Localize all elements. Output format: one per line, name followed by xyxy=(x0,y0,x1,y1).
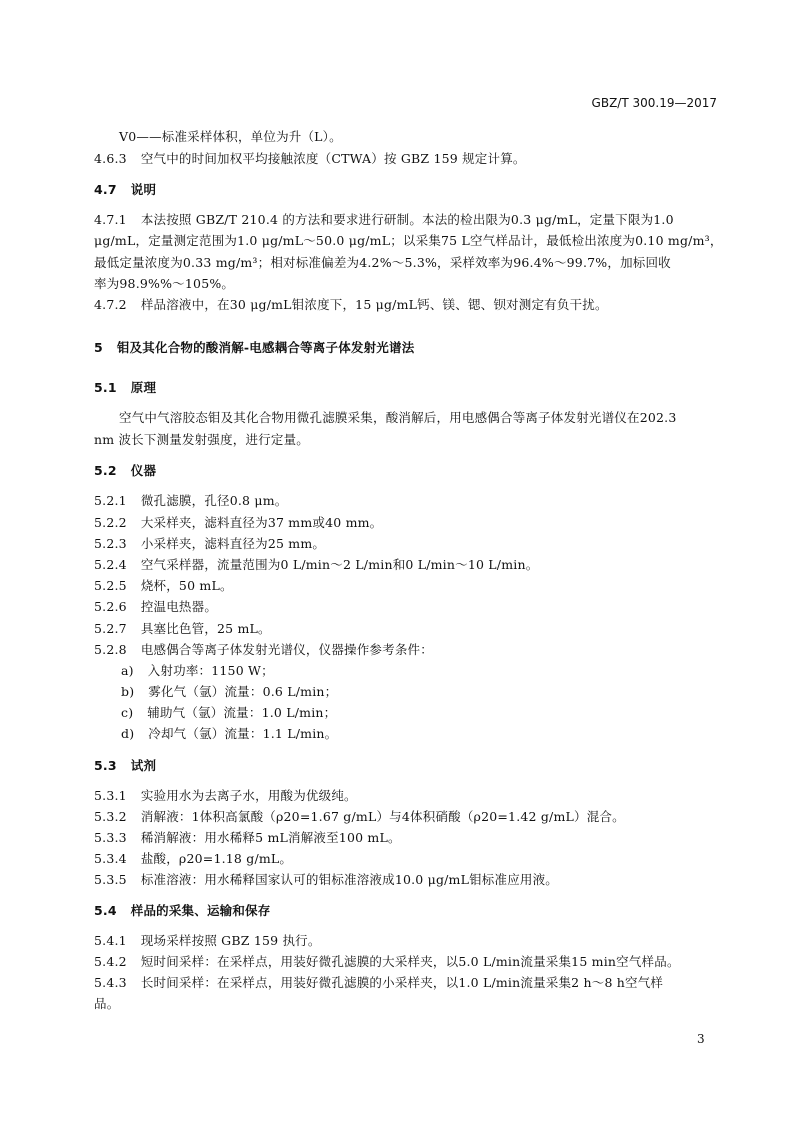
para-line: 品。 xyxy=(94,996,120,1011)
clause-4-7-2: 4.7.2 样品溶液中，在30 μg/mL钼浓度下，15 μg/mL钙、镁、锶、钡对测定有负干扰。 xyxy=(94,297,608,312)
clause-5-3-3: 5.3.3 稀消解液：用水稀释5 mL消解液至100 mL。 xyxy=(94,830,401,845)
clause-5-2-6: 5.2.6 控温电热器。 xyxy=(94,599,218,614)
para-line: 空气中气溶胶态钼及其化合物用微孔滤膜采集，酸消解后，用电感偶合等离子体发射光谱仪在202.3 xyxy=(119,410,677,425)
clause-5-4-2: 5.4.2 短时间采样：在采样点，用装好微孔滤膜的大采样夹，以5.0 L/min流量采集15 min空气样品。 xyxy=(94,954,680,969)
page-number: 3 xyxy=(697,1032,705,1046)
clause-5-4-1: 5.4.1 现场采样按照 GBZ 159 执行。 xyxy=(94,933,321,948)
heading-5: 5 钼及其化合物的酸消解-电感耦合等离子体发射光谱法 xyxy=(94,340,415,355)
para-line: nm 波长下测量发射强度，进行定量。 xyxy=(94,432,309,447)
list-item: b) 雾化气（氩）流量：0.6 L/min； xyxy=(121,684,338,699)
heading-5-4: 5.4 样品的采集、运输和保存 xyxy=(94,903,271,918)
clause-5-2-5: 5.2.5 烧杯，50 mL。 xyxy=(94,578,233,593)
clause-5-3-1: 5.3.1 实验用水为去离子水，用酸为优级纯。 xyxy=(94,788,357,803)
clause-5-2-7: 5.2.7 具塞比色管，25 mL。 xyxy=(94,621,271,636)
clause-5-2-3: 5.2.3 小采样夹，滤料直径为25 mm。 xyxy=(94,536,326,551)
list-item: c) 辅助气（氩）流量：1.0 L/min； xyxy=(121,705,337,720)
clause-5-3-4: 5.3.4 盐酸，ρ20=1.18 g/mL。 xyxy=(94,851,293,866)
standard-number: GBZ/T 300.19—2017 xyxy=(591,96,717,110)
heading-5-3: 5.3 试剂 xyxy=(94,758,157,773)
clause-4-7-1: 4.7.1 本法按照 GBZ/T 210.4 的方法和要求进行研制。本法的检出限为0.3 μg/mL，定量下限为1.0 xyxy=(94,212,674,227)
clause-5-4-3: 5.4.3 长时间采样：在采样点，用装好微孔滤膜的小采样夹，以1.0 L/min流量采集2 h～8 h空气样 xyxy=(94,975,664,990)
clause-4-6-3: 4.6.3 空气中的时间加权平均接触浓度（CTWA）按 GBZ 159 规定计算。 xyxy=(94,151,526,166)
para-line: 率为98.9%%～105%。 xyxy=(94,276,235,291)
list-item: a) 入射功率：1150 W； xyxy=(121,663,274,678)
clause-5-2-1: 5.2.1 微孔滤膜，孔径0.8 μm。 xyxy=(94,493,288,508)
para-line: μg/mL，定量测定范围为1.0 μg/mL～50.0 μg/mL；以采集75 L空气样品计，最低检出浓度为0.10 mg/m³， xyxy=(94,233,723,248)
para-line: 最低定量浓度为0.33 mg/m³；相对标准偏差为4.2%～5.3%，采样效率为96.4%～99.7%，加标回收 xyxy=(94,255,671,270)
heading-5-2: 5.2 仪器 xyxy=(94,463,157,478)
clause-5-3-5: 5.3.5 标准溶液：用水稀释国家认可的钼标准溶液成10.0 μg/mL钼标准应用液。 xyxy=(94,872,559,887)
heading-4-7: 4.7 说明 xyxy=(94,182,157,197)
list-item: d) 冷却气（氩）流量：1.1 L/min。 xyxy=(121,726,338,741)
clause-5-2-8: 5.2.8 电感偶合等离子体发射光谱仪，仪器操作参考条件： xyxy=(94,642,433,657)
para-line: V0——标准采样体积，单位为升（L）。 xyxy=(119,129,342,144)
clause-5-2-4: 5.2.4 空气采样器，流量范围为0 L/min～2 L/min和0 L/min～10 L/min。 xyxy=(94,557,539,572)
clause-5-2-2: 5.2.2 大采样夹，滤料直径为37 mm或40 mm。 xyxy=(94,515,383,530)
clause-5-3-2: 5.3.2 消解液：1体积高氯酸（ρ20=1.67 g/mL）与4体积硝酸（ρ20=1.42 g/mL）混合。 xyxy=(94,809,625,824)
heading-5-1: 5.1 原理 xyxy=(94,380,157,395)
